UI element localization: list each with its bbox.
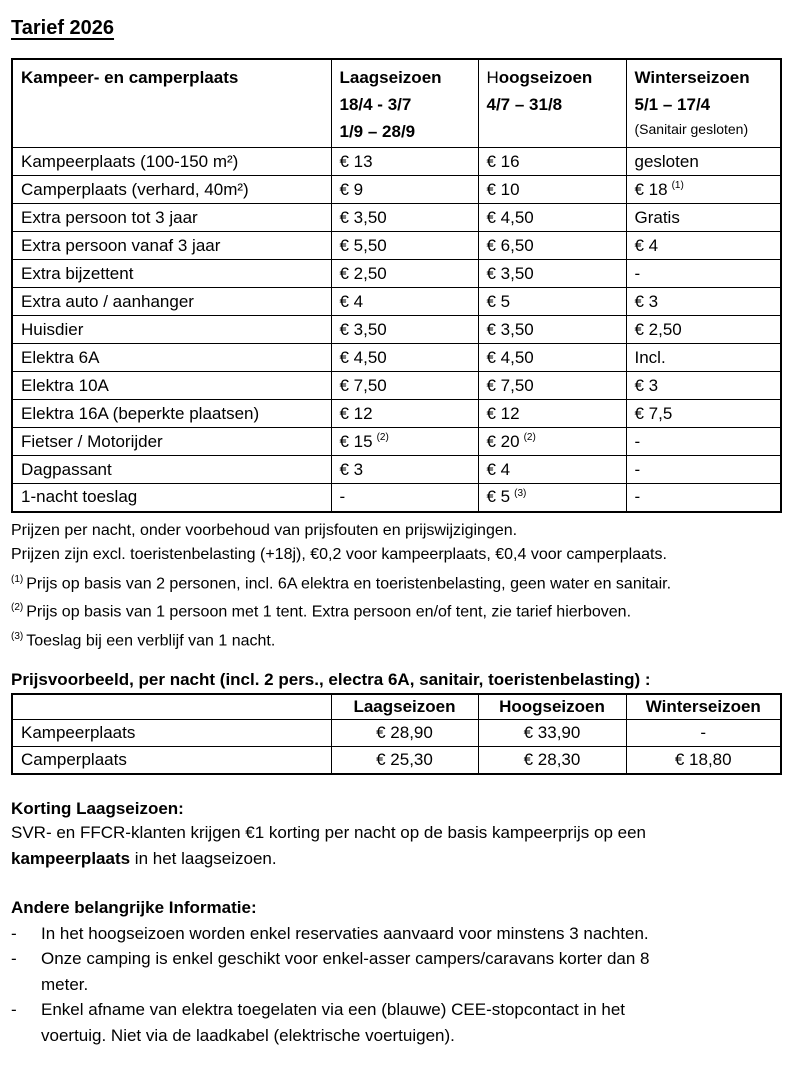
price-cell: € 3,50 xyxy=(331,316,478,344)
sanitair-note: (Sanitair gesloten) xyxy=(634,121,749,137)
example-header-laagseizoen: Laagseizoen xyxy=(331,694,478,720)
row-label: Extra persoon vanaf 3 jaar xyxy=(12,232,331,260)
row-label: 1-nacht toeslag xyxy=(12,484,331,512)
price-cell: € 7,50 xyxy=(478,372,626,400)
winterseizoen-dates: 5/1 – 17/4 xyxy=(634,95,711,114)
price-cell: € 2,50 xyxy=(331,260,478,288)
tariff-table xyxy=(11,58,782,513)
info-heading: Andere belangrijke Informatie: xyxy=(11,897,257,917)
page-title: Tarief 2026 xyxy=(11,17,115,39)
footnotes xyxy=(11,519,780,654)
table-row xyxy=(12,204,781,232)
price-cell: € 3,50 xyxy=(478,316,626,344)
discount-text xyxy=(11,820,780,872)
bullet-marker: - xyxy=(11,949,17,969)
footnote-marker: (2) xyxy=(376,431,389,443)
footnote-marker: (2) xyxy=(523,431,536,443)
price-cell: Incl. xyxy=(626,344,781,372)
footnote-line: Prijzen per nacht, onder voorbehoud van prijsfouten en prijswijzigingen. xyxy=(11,521,518,539)
row-label: Kampeerplaats (100-150 m²) xyxy=(12,148,331,176)
footnote-marker: (1) xyxy=(11,573,24,585)
table-row xyxy=(12,400,781,428)
price-cell: € 6,50 xyxy=(478,232,626,260)
price-cell: € 4 xyxy=(478,456,626,484)
list-item xyxy=(11,921,780,947)
price-cell: € 3,50 xyxy=(331,204,478,232)
price-cell: - xyxy=(626,484,781,512)
price-cell: € 4 xyxy=(331,288,478,316)
row-label: Extra auto / aanhanger xyxy=(12,288,331,316)
row-label: Elektra 6A xyxy=(12,344,331,372)
price-cell: € 4,50 xyxy=(331,344,478,372)
row-label: Extra persoon tot 3 jaar xyxy=(12,204,331,232)
price-cell: - xyxy=(626,428,781,456)
table-row xyxy=(12,148,781,176)
price-cell: - xyxy=(626,720,781,747)
price-cell: € 5 $^{(3)}$ xyxy=(478,484,626,512)
row-label: Camperplaats (verhard, 40m²) xyxy=(12,176,331,204)
price-cell: € 7,50 xyxy=(331,372,478,400)
table-row xyxy=(12,372,781,400)
price-cell: € 3 xyxy=(626,288,781,316)
footnote-line: $^{(2)}$ Prijs op basis van 1 persoon met 1 tent. Extra persoon en/of tent, zie tarief hierboven. xyxy=(11,602,632,621)
table-row xyxy=(12,428,781,456)
price-cell: € 3 xyxy=(331,456,478,484)
price-example-body xyxy=(12,720,781,774)
price-cell: € 15 $^{(2)}$ xyxy=(331,428,478,456)
col-header-winterseizoen xyxy=(626,59,781,148)
bullet-marker: - xyxy=(11,1000,17,1020)
table-row xyxy=(12,484,781,512)
price-cell: € 18 $^{(1)}$ xyxy=(626,176,781,204)
footnote-marker: (3) xyxy=(11,631,24,643)
example-header-empty xyxy=(12,694,331,720)
bullet-text: Onze camping is enkel geschikt voor enkel-asser campers/caravans korter dan 8 meter. xyxy=(41,949,650,994)
col-header-plaats-label: Kampeer- en camperplaats xyxy=(21,68,239,87)
price-cell: € 16 xyxy=(478,148,626,176)
row-label: Camperplaats xyxy=(12,747,331,774)
laagseizoen-dates-2: 1/9 – 28/9 xyxy=(339,122,416,141)
row-label: Elektra 16A (beperkte plaatsen) xyxy=(12,400,331,428)
table-row xyxy=(12,232,781,260)
tariff-table-body xyxy=(12,148,781,512)
discount-bold-word: kampeerplaats xyxy=(11,848,131,868)
col-header-laagseizoen xyxy=(331,59,478,148)
row-label: Kampeerplaats xyxy=(12,720,331,747)
footnote-marker: (3) xyxy=(514,487,527,499)
table-row xyxy=(12,344,781,372)
price-cell: - xyxy=(331,484,478,512)
discount-heading: Korting Laagseizoen: xyxy=(11,798,184,818)
price-cell: € 12 xyxy=(478,400,626,428)
discount-line1: SVR- en FFCR-klanten krijgen €1 korting per nacht op de basis kampeerprijs op een xyxy=(11,822,646,842)
price-cell: € 2,50 xyxy=(626,316,781,344)
bullet-marker: - xyxy=(11,923,17,943)
table-row xyxy=(12,720,781,747)
price-example-table xyxy=(11,693,782,775)
price-cell: € 4,50 xyxy=(478,344,626,372)
discount-line2-rest: in het laagseizoen. xyxy=(130,848,277,868)
price-cell: € 25,30 xyxy=(331,747,478,774)
price-cell: gesloten xyxy=(626,148,781,176)
price-cell: € 4,50 xyxy=(478,204,626,232)
price-cell: € 9 xyxy=(331,176,478,204)
row-label: Extra bijzettent xyxy=(12,260,331,288)
footnote-line: $^{(1)}$ Prijs op basis van 2 personen, incl. 6A elektra en toeristenbelasting, geen water en sanitair. xyxy=(11,573,672,592)
price-cell: € 18,80 xyxy=(626,747,781,774)
price-cell: € 3 xyxy=(626,372,781,400)
footnote-marker: (1) xyxy=(671,179,684,191)
table-row xyxy=(12,747,781,774)
price-cell: € 20 $^{(2)}$ xyxy=(478,428,626,456)
price-cell: - xyxy=(626,260,781,288)
row-label: Huisdier xyxy=(12,316,331,344)
list-item xyxy=(11,946,780,997)
laagseizoen-dates-1: 18/4 - 3/7 xyxy=(339,95,412,114)
col-header-hoogseizoen xyxy=(478,59,626,148)
list-item xyxy=(11,997,780,1048)
table-row xyxy=(12,316,781,344)
price-cell: Gratis xyxy=(626,204,781,232)
row-label: Fietser / Motorijder xyxy=(12,428,331,456)
tariff-header-row xyxy=(12,59,781,148)
bullet-text: In het hoogseizoen worden enkel reservaties aanvaard voor minstens 3 nachten. xyxy=(41,923,649,943)
col-header-plaats xyxy=(12,59,331,148)
price-cell: € 13 xyxy=(331,148,478,176)
price-cell: € 5 xyxy=(478,288,626,316)
bullet-text: Enkel afname van elektra toegelaten via een (blauwe) CEE-stopcontact in het voertuig. Niet via de laadkabel (elektrische voertuigen). xyxy=(41,1000,626,1045)
price-example-heading: Prijsvoorbeeld, per nacht (incl. 2 pers., electra 6A, sanitair, toeristenbelasting) : xyxy=(11,669,651,689)
table-row xyxy=(12,260,781,288)
price-cell: - xyxy=(626,456,781,484)
price-cell: € 12 xyxy=(331,400,478,428)
info-list xyxy=(11,921,780,1049)
footnote-marker: (2) xyxy=(11,602,24,614)
table-row xyxy=(12,288,781,316)
row-label: Dagpassant xyxy=(12,456,331,484)
price-cell: € 4 xyxy=(626,232,781,260)
price-cell: € 5,50 xyxy=(331,232,478,260)
example-header-row xyxy=(12,694,781,720)
hoogseizoen-label: Hoogseizoen xyxy=(486,68,593,87)
table-row xyxy=(12,456,781,484)
laagseizoen-label: Laagseizoen xyxy=(339,68,442,87)
price-cell: € 10 xyxy=(478,176,626,204)
price-cell: € 3,50 xyxy=(478,260,626,288)
hoogseizoen-dates: 4/7 – 31/8 xyxy=(486,95,563,114)
price-cell: € 28,90 xyxy=(331,720,478,747)
footnote-line: Prijzen zijn excl. toeristenbelasting (+18j), €0,2 voor kampeerplaats, €0,4 voor camperplaats. xyxy=(11,546,667,563)
row-label: Elektra 10A xyxy=(12,372,331,400)
footnote-line: $^{(3)}$ Toeslag bij een verblijf van 1 nacht. xyxy=(11,631,276,650)
example-header-hoogseizoen: Hoogseizoen xyxy=(478,694,626,720)
winterseizoen-label: Winterseizoen xyxy=(634,68,750,87)
price-cell: € 28,30 xyxy=(478,747,626,774)
table-row xyxy=(12,176,781,204)
price-cell: € 33,90 xyxy=(478,720,626,747)
example-header-winterseizoen: Winterseizoen xyxy=(626,694,781,720)
price-cell: € 7,5 xyxy=(626,400,781,428)
